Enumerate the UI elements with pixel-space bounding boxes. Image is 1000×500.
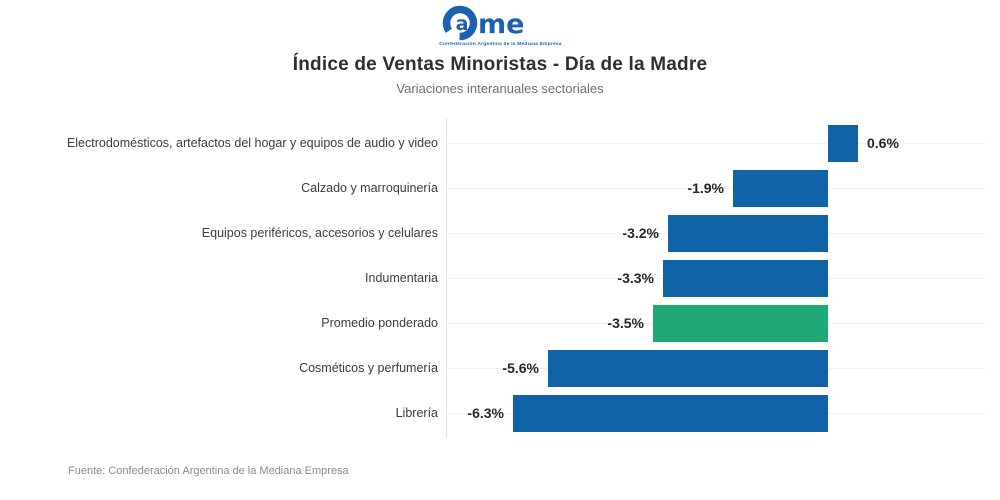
- bar: [548, 350, 828, 387]
- came-logo-icon: [441, 4, 559, 44]
- bar: [668, 215, 828, 252]
- value-label: -3.5%: [607, 314, 644, 331]
- came-logo: [0, 4, 1000, 48]
- category-label: Cosméticos y perfumería: [299, 360, 438, 375]
- source-note: Fuente: Confederación Argentina de la Mediana Empresa: [68, 465, 349, 477]
- value-label: -3.2%: [622, 224, 659, 241]
- chart-subtitle: Variaciones interanuales sectoriales: [396, 81, 604, 96]
- row-gridline: [446, 143, 985, 144]
- bar: [513, 395, 828, 432]
- category-label: Electrodomésticos, artefactos del hogar y equipos de audio y video: [66, 135, 438, 150]
- bar-highlight: [653, 305, 828, 342]
- bar: [828, 125, 858, 162]
- category-label: Equipos periféricos, accesorios y celulares: [201, 225, 438, 240]
- bar: [663, 260, 828, 297]
- value-label: -1.9%: [687, 179, 724, 196]
- came-logo-tagline: Confederación Argentina de la Mediana Empresa: [438, 42, 562, 47]
- chart-title: Índice de Ventas Minoristas - Día de la Madre: [292, 54, 708, 75]
- value-label: -3.3%: [617, 269, 654, 286]
- svg-text:a: a: [455, 13, 469, 35]
- value-label: -5.6%: [502, 359, 539, 376]
- category-label: Promedio ponderado: [321, 315, 438, 330]
- category-label: Indumentaria: [365, 270, 438, 285]
- svg-text:me: me: [478, 9, 525, 40]
- value-label: -6.3%: [467, 404, 504, 421]
- bar: [733, 170, 828, 207]
- category-label: Librería: [395, 405, 438, 420]
- category-label: Calzado y marroquinería: [301, 180, 438, 195]
- value-label: 0.6%: [867, 134, 899, 151]
